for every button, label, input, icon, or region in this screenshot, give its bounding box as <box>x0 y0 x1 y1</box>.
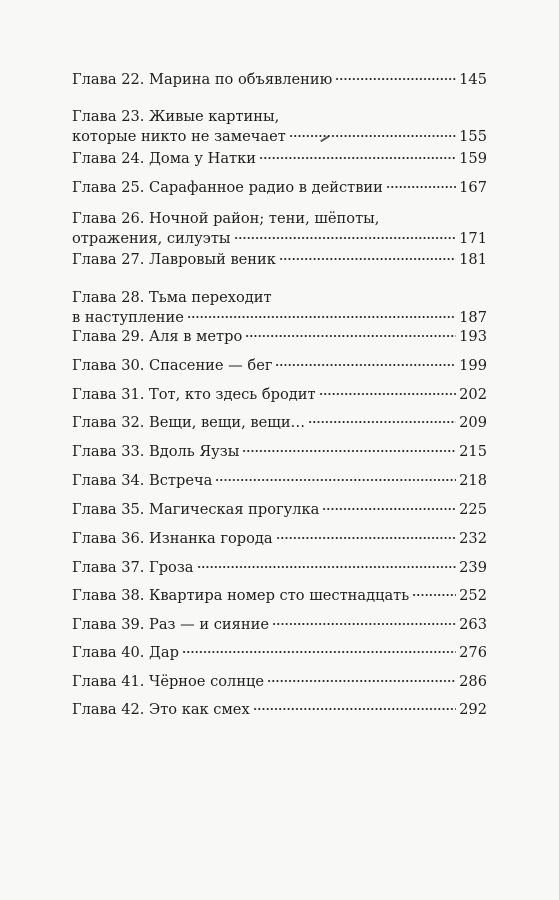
toc-page-number: 193 <box>459 328 487 345</box>
dot-leader <box>234 237 457 239</box>
toc-entry-line <box>72 127 487 147</box>
toc-entry-title: Глава 26. Ночной район; тени, шёпоты, <box>72 210 380 227</box>
toc-entry <box>72 209 487 249</box>
toc-entry <box>72 700 487 720</box>
toc-page-number: 215 <box>459 443 487 460</box>
dot-leader <box>215 479 456 481</box>
toc-page-number: 159 <box>459 150 487 167</box>
toc-entry <box>72 250 487 270</box>
toc-entry <box>72 672 487 692</box>
dot-leader <box>319 393 457 395</box>
toc-entry-line <box>72 250 487 270</box>
toc-entry <box>72 442 487 462</box>
toc-page-number: 263 <box>459 616 487 633</box>
toc-entry-title: Глава 40. Дар <box>72 644 179 661</box>
toc-entry-line <box>72 288 487 308</box>
toc-entry-title: Глава 31. Тот, кто здесь бродит <box>72 386 316 403</box>
toc-entry-line <box>72 471 487 491</box>
toc-entry-line <box>72 356 487 376</box>
toc-page-number: 145 <box>459 71 487 88</box>
toc-page-number: 292 <box>459 701 487 718</box>
toc-entry-title: Глава 27. Лавровый веник <box>72 251 276 268</box>
dot-leader <box>272 623 456 625</box>
toc-page-number: 155 <box>459 128 487 145</box>
toc-page-number: 218 <box>459 472 487 489</box>
toc-entry-line <box>72 209 487 229</box>
toc-entry-title: которые никто не замечает <box>72 128 286 145</box>
toc-page-number: 252 <box>459 587 487 604</box>
dot-leader <box>386 186 456 188</box>
toc-entry-title: Глава 28. Тьма переходит <box>72 289 272 306</box>
dot-leader <box>267 680 456 682</box>
dot-leader <box>276 537 457 539</box>
dot-leader <box>289 135 456 137</box>
toc-entry-title: Глава 33. Вдоль Яузы <box>72 443 240 460</box>
toc-entry-title: Глава 35. Магическая прогулка <box>72 501 320 518</box>
toc-entry-title: Глава 32. Вещи, вещи, вещи… <box>72 414 306 431</box>
dot-leader <box>279 258 456 260</box>
dot-leader <box>275 364 456 366</box>
toc-entry-line <box>72 70 487 90</box>
toc-entry-line <box>72 586 487 606</box>
toc-entry-line <box>72 229 487 249</box>
toc-page-number: 209 <box>459 414 487 431</box>
toc-entry-line <box>72 643 487 663</box>
toc-entry-line <box>72 107 487 127</box>
toc-entry-line <box>72 500 487 520</box>
toc-page-number: 171 <box>459 230 487 247</box>
toc-entry <box>72 288 487 328</box>
dot-leader <box>322 508 456 510</box>
toc-entry <box>72 586 487 606</box>
toc-entry <box>72 70 487 90</box>
toc-entry-line <box>72 615 487 635</box>
toc-entry-title: отражения, силуэты <box>72 230 231 247</box>
toc-page-number: 202 <box>459 386 487 403</box>
toc-entry-line <box>72 700 487 720</box>
toc-entry-line <box>72 442 487 462</box>
toc-entry-line <box>72 558 487 578</box>
toc-entry <box>72 385 487 405</box>
toc-page-number: 239 <box>459 559 487 576</box>
toc-entry-title: Глава 29. Аля в метро <box>72 328 243 345</box>
toc-entry-title: Глава 39. Раз — и сияние <box>72 616 269 633</box>
toc-entry-title: Глава 42. Это как смех <box>72 701 250 718</box>
toc-entry-title: Глава 30. Спасение — бег <box>72 357 273 374</box>
toc-entry <box>72 615 487 635</box>
dot-leader <box>245 335 456 337</box>
toc-entry-title: Глава 34. Встреча <box>72 472 213 489</box>
toc-page-number: 225 <box>459 501 487 518</box>
toc-page-number: 187 <box>459 309 487 326</box>
toc-entry-title: Глава 23. Живые картины, <box>72 108 280 125</box>
dot-leader <box>187 316 456 318</box>
dot-leader <box>182 651 456 653</box>
toc-page-number: 232 <box>459 530 487 547</box>
toc-page-number: 167 <box>459 179 487 196</box>
toc-entry-line <box>72 385 487 405</box>
toc-entry-title: Глава 36. Изнанка города <box>72 530 273 547</box>
toc-entry <box>72 327 487 347</box>
toc-entry-line <box>72 327 487 347</box>
toc-entry-line <box>72 529 487 549</box>
toc-page-number: 199 <box>459 357 487 374</box>
toc-entry <box>72 471 487 491</box>
toc-entry-title: в наступление <box>72 309 184 326</box>
toc-page-number: 286 <box>459 673 487 690</box>
toc-entry-line <box>72 178 487 198</box>
dot-leader <box>335 78 456 80</box>
dot-leader <box>197 566 457 568</box>
toc-entry-title: Глава 41. Чёрное солнце <box>72 673 265 690</box>
toc-page-number: 181 <box>459 251 487 268</box>
toc-entry-line <box>72 308 487 328</box>
toc-entry <box>72 356 487 376</box>
toc-entry-line <box>72 413 487 433</box>
toc-entry <box>72 643 487 663</box>
toc-entry <box>72 149 487 169</box>
toc-entry-title: Глава 22. Марина по объявлению <box>72 71 333 88</box>
dot-leader <box>412 594 456 596</box>
dot-leader <box>253 708 456 710</box>
dot-leader <box>242 450 456 452</box>
toc-entry <box>72 107 487 147</box>
toc-entry-title: Глава 38. Квартира номер сто шестнадцать <box>72 587 410 604</box>
toc-entry <box>72 500 487 520</box>
dot-leader <box>259 157 456 159</box>
toc-entry <box>72 413 487 433</box>
toc-entry-title: Глава 24. Дома у Натки <box>72 150 256 167</box>
dot-leader <box>308 421 456 423</box>
toc-entry <box>72 529 487 549</box>
toc-entry-title: Глава 25. Сарафанное радио в действии <box>72 179 383 196</box>
toc-entry-line <box>72 149 487 169</box>
toc-entry-title: Глава 37. Гроза <box>72 559 194 576</box>
toc-entry <box>72 558 487 578</box>
toc-entry <box>72 178 487 198</box>
toc-entry-line <box>72 672 487 692</box>
toc-page-number: 276 <box>459 644 487 661</box>
